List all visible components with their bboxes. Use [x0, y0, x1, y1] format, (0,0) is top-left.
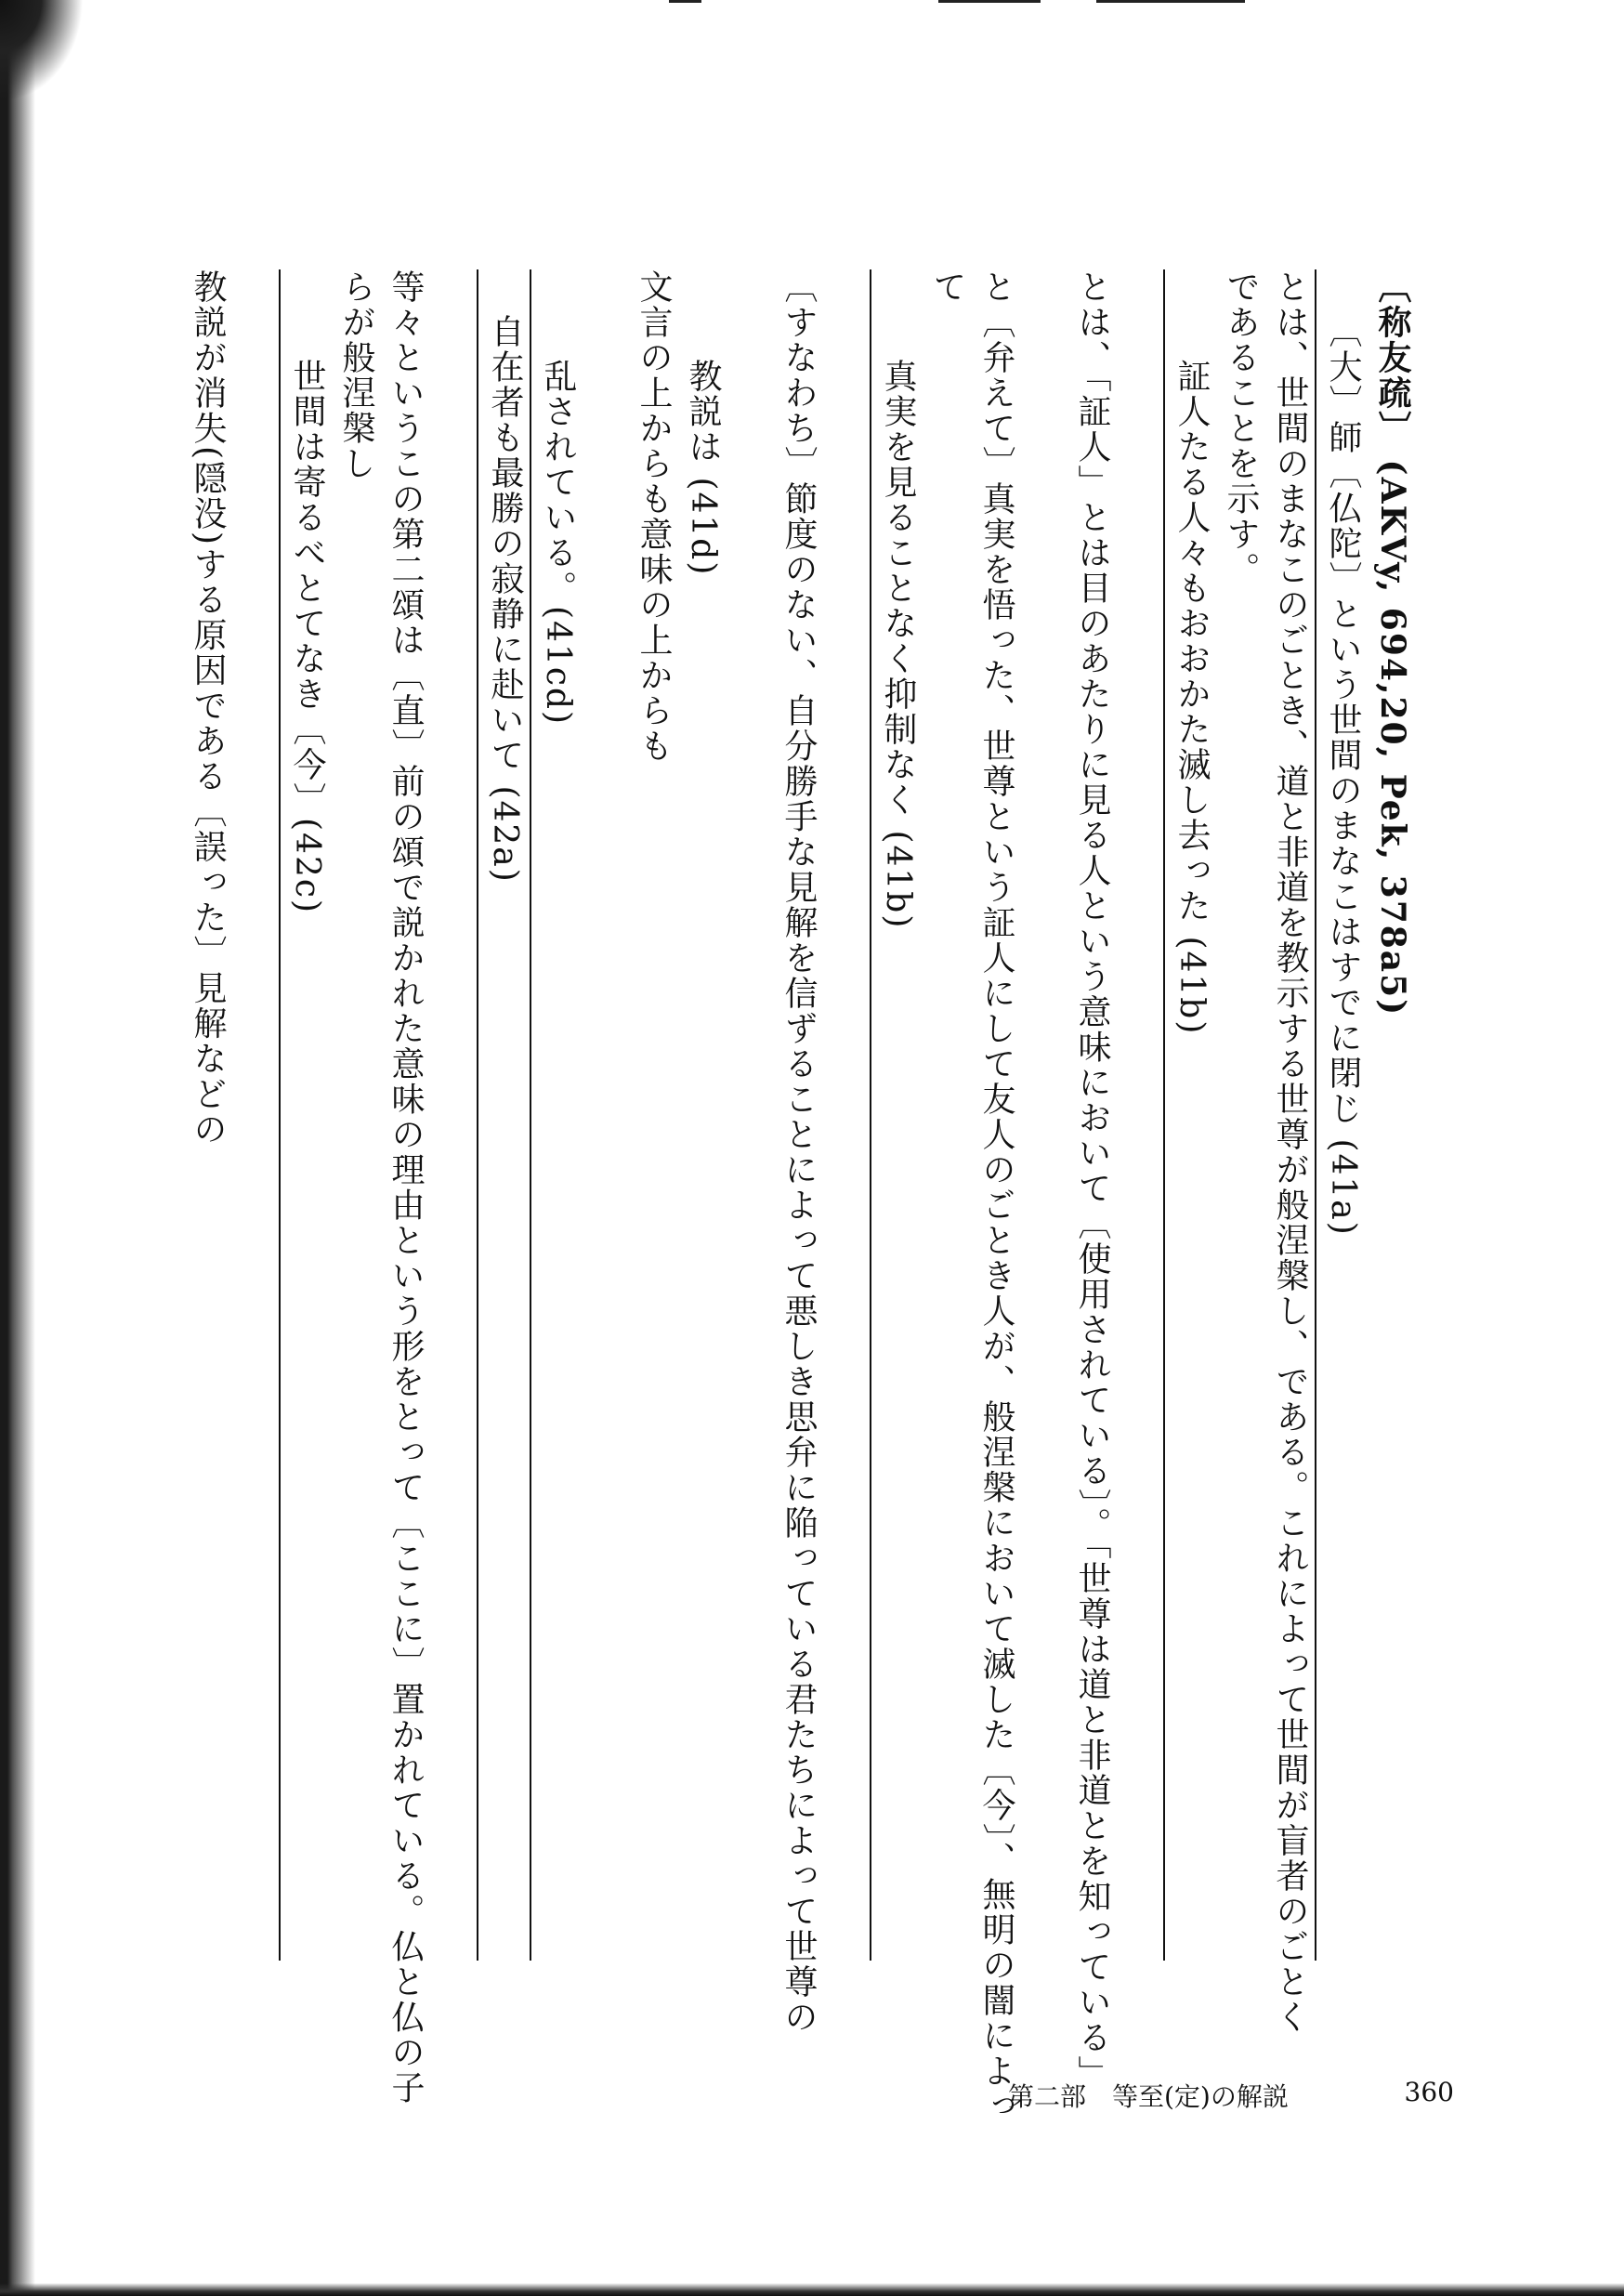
commentary-line: 文言の上からも意味の上からも: [635, 269, 673, 764]
page-number: 360: [1404, 2077, 1454, 2107]
scan-left-edge-shadow: [0, 0, 35, 2296]
verse-line: 〔大〕師〔仏陀〕という世間のまなこはすでに閉じ (41a): [1315, 269, 1368, 1961]
verse-line: 真実を見ることなく抑制なく (41b): [870, 269, 923, 1961]
commentary-line: らが般涅槃し: [337, 269, 375, 481]
scan-top-mark: [1096, 0, 1245, 3]
commentary-line: て: [928, 269, 966, 305]
commentary-line: とは、「証人」とは目のあたりに見る人という意味において〔使用されている〕。「世尊は道と非道とを知っている」: [1073, 269, 1111, 2091]
scan-top-mark: [938, 0, 1041, 3]
verse-line: 教説は (41d): [684, 359, 722, 577]
commentary-line: 等々というこの第二頌は〔直〕前の頌で説かれた意味の理由という形をとって〔ここに〕置かれている。仏と仏の子: [386, 269, 425, 2106]
scan-bottom-edge-shadow: [0, 2283, 1624, 2296]
page-footer: [1008, 2077, 1454, 2114]
verse-line: 世間は寄るべとてなき〔今〕(42c): [279, 269, 332, 1961]
commentary-line: 教説が消失(隠没)する原因である〔誤った〕見解などの: [189, 269, 227, 1148]
running-footer-section: 第二部 等至(定)の解説: [1008, 2081, 1289, 2112]
scan-corner-shadow: [0, 0, 84, 102]
verse-line: 乱されている。(41cd): [530, 269, 583, 1961]
section-heading: 〔称友疏〕 (AKVy, 694,20, Pek, 378a5): [1373, 269, 1412, 1017]
commentary-line: と〔弁えて〕真実を悟った、世尊という証人にして友人のごとき人が、般涅槃において滅した〔今〕、無明の闇によっ: [977, 269, 1015, 2124]
verse-line: 証人たる人々もおおかた滅し去った (41b): [1163, 269, 1216, 1961]
commentary-line: 〔すなわち〕節度のない、自分勝手な見解を信ずることによって悪しき思弁に陥っている君たちによって世尊の: [779, 269, 818, 2035]
commentary-line: とは、世間のまなこのごとき、道と非道を教示する世尊が般涅槃し、である。これによって世間が盲者のごとく: [1271, 269, 1309, 2035]
commentary-line: であることを示す。: [1222, 269, 1260, 587]
verse-line: 自在者も最勝の寂静に赴いて (42a): [477, 269, 530, 1961]
scan-top-mark: [669, 0, 701, 3]
